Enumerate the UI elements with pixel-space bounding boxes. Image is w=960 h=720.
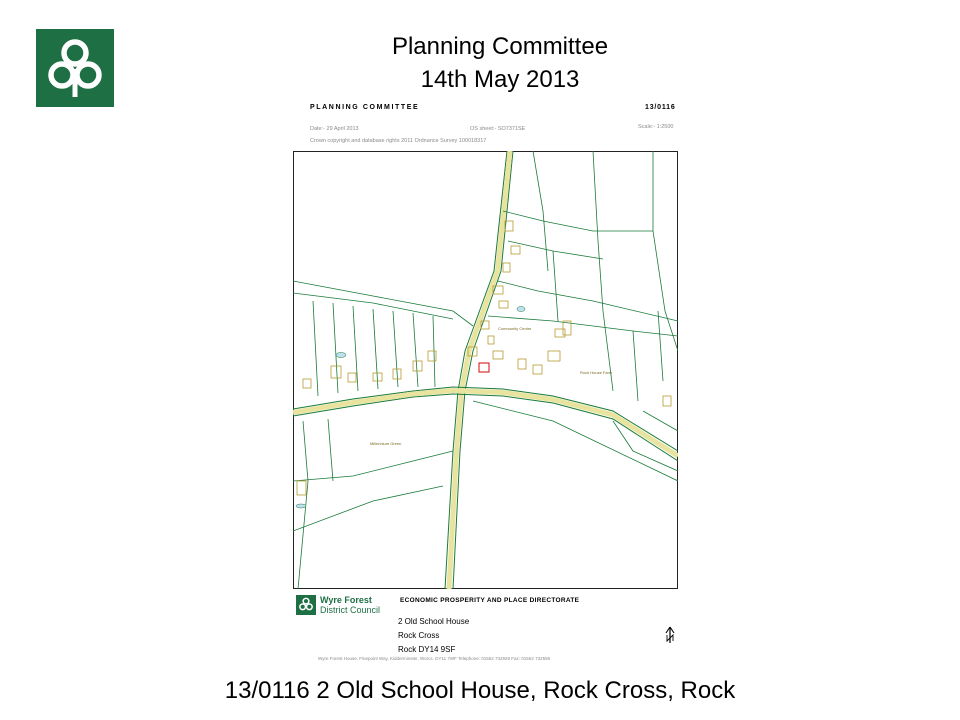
council-contact-footer: Wyre Forest House, Finepoint Way, Kidderminster, Worcs. DY11 7WF Telephone: 01562 732928 Fax: 01562 732556 (318, 656, 551, 661)
label-rock-house-farm: Rock House Farm (580, 370, 613, 375)
map-date: Date:- 29 April 2013 (310, 126, 359, 132)
council-logo (36, 29, 114, 107)
directorate-name: ECONOMIC PROSPERITY AND PLACE DIRECTORATE (400, 597, 580, 604)
map-scale: Scale:- 1:2500 (638, 124, 674, 130)
map-header-ref: 13/0116 (645, 104, 676, 111)
council-mini-logo (296, 595, 316, 615)
address-line-2: Rock Cross (398, 631, 440, 640)
north-arrow-icon (664, 626, 676, 644)
title-line-date: 14th May 2013 (420, 66, 580, 93)
title-line-committee: Planning Committee (391, 33, 609, 60)
slide-footer-caption: 13/0116 2 Old School House, Rock Cross, Rock (224, 677, 736, 704)
site-map (293, 151, 678, 589)
map-copyright: Crown copyright and database rights 2011 Ordnance Survey 100018317 (310, 138, 487, 144)
council-name-line1: Wyre Forest (320, 595, 372, 605)
slide-title (280, 30, 720, 96)
council-name-line2: District Council (320, 605, 381, 615)
label-community-centre: Community Centre (498, 326, 532, 331)
map-os-sheet: OS sheet:- SO7371SE (470, 126, 526, 132)
map-header-title: PLANNING COMMITTEE (310, 104, 420, 111)
label-millennium-green: Millennium Green (370, 441, 402, 446)
address-line-3: Rock DY14 9SF (398, 645, 456, 654)
address-line-1: 2 Old School House (398, 617, 470, 626)
